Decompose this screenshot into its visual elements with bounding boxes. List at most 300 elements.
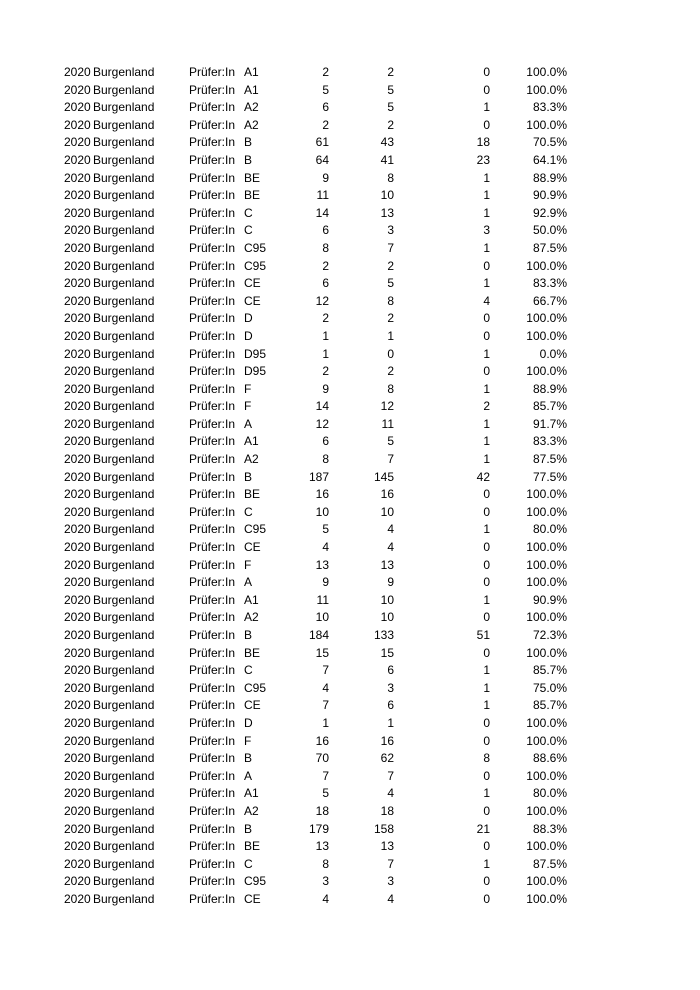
examiner-role-cell: Prüfer:In [189, 328, 236, 343]
examiner-role-cell: Prüfer:In [189, 82, 236, 97]
year-cell: 2020 [64, 82, 91, 97]
table-row [0, 697, 700, 715]
pass-rate-cell: 100.0% [526, 839, 567, 854]
table-row [0, 134, 700, 152]
region-cell: Burgenland [93, 381, 155, 396]
examiner-role-cell: Prüfer:In [189, 258, 236, 273]
region-cell: Burgenland [93, 276, 155, 291]
examiner-role-cell: Prüfer:In [189, 821, 236, 836]
total-count-cell: 11 [316, 592, 329, 607]
passed-count-cell: 2 [387, 65, 394, 79]
pass-rate-cell: 50.0% [532, 223, 567, 238]
total-count-cell: 70 [315, 751, 329, 766]
year-cell: 2020 [64, 117, 91, 132]
total-count-cell: 1 [322, 346, 329, 361]
failed-count-cell: 0 [483, 364, 490, 379]
total-count-cell: 1 [322, 328, 329, 343]
region-cell: Burgenland [93, 152, 155, 167]
passed-count-cell: 9 [387, 575, 394, 590]
license-class-cell: A2 [244, 803, 259, 818]
passed-count-cell: 13 [380, 839, 394, 854]
examiner-role-cell: Prüfer:In [189, 65, 236, 79]
region-cell: Burgenland [93, 434, 155, 449]
table-row [0, 398, 700, 416]
examiner-role-cell: Prüfer:In [189, 610, 236, 625]
total-count-cell: 18 [315, 803, 329, 818]
pass-rate-cell: 100.0% [526, 575, 567, 590]
year-cell: 2020 [64, 628, 91, 642]
license-class-cell: A1 [244, 434, 259, 449]
total-count-cell: 9 [322, 381, 329, 396]
total-count-cell: 8 [322, 240, 329, 255]
examiner-role-cell: Prüfer:In [189, 346, 236, 361]
passed-count-cell: 8 [387, 381, 394, 396]
failed-count-cell: 23 [476, 152, 490, 167]
license-class-cell: B [244, 821, 253, 836]
table-row [0, 662, 700, 680]
failed-count-cell: 1 [483, 205, 490, 220]
examiner-role-cell: Prüfer:In [189, 663, 236, 678]
year-cell: 2020 [64, 205, 91, 220]
examiner-role-cell: Prüfer:In [189, 152, 236, 167]
pass-rate-cell: 100.0% [526, 557, 567, 572]
passed-count-cell: 4 [387, 522, 394, 537]
passed-count-cell: 5 [387, 100, 394, 115]
license-class-cell: CE [244, 293, 261, 308]
passed-count-cell: 1 [387, 715, 394, 730]
failed-count-cell: 1 [483, 170, 490, 185]
region-cell: Burgenland [93, 821, 155, 836]
region-cell: Burgenland [93, 874, 155, 889]
failed-count-cell: 51 [476, 628, 490, 642]
region-cell: Burgenland [93, 328, 155, 343]
total-count-cell: 187 [308, 469, 329, 484]
failed-count-cell: 0 [483, 803, 490, 818]
region-cell: Burgenland [93, 240, 155, 255]
passed-count-cell: 6 [387, 663, 394, 678]
year-cell: 2020 [64, 821, 91, 836]
failed-count-cell: 21 [476, 821, 490, 836]
pass-rate-cell: 77.5% [532, 469, 567, 484]
pass-rate-cell: 0.0% [539, 346, 567, 361]
failed-count-cell: 42 [476, 469, 490, 484]
table-row [0, 627, 700, 645]
region-cell: Burgenland [93, 311, 155, 326]
passed-count-cell: 2 [387, 258, 394, 273]
license-class-cell: A1 [244, 592, 259, 607]
failed-count-cell: 1 [483, 698, 490, 713]
pass-rate-cell: 70.5% [532, 135, 567, 150]
examiner-role-cell: Prüfer:In [189, 311, 236, 326]
license-class-cell: BE [244, 645, 261, 660]
total-count-cell: 7 [322, 698, 329, 713]
year-cell: 2020 [64, 152, 91, 167]
total-count-cell: 4 [322, 680, 329, 695]
pass-rate-cell: 87.5% [532, 452, 567, 467]
license-class-cell: C95 [244, 240, 267, 255]
license-class-cell: A1 [244, 82, 259, 97]
table-row [0, 803, 700, 821]
passed-count-cell: 62 [380, 751, 394, 766]
total-count-cell: 6 [322, 100, 329, 115]
license-class-cell: D [244, 715, 253, 730]
table-row [0, 873, 700, 891]
failed-count-cell: 1 [483, 452, 490, 467]
license-class-cell: B [244, 152, 253, 167]
region-cell: Burgenland [93, 698, 155, 713]
passed-count-cell: 10 [380, 592, 394, 607]
failed-count-cell: 3 [483, 223, 490, 238]
failed-count-cell: 1 [483, 100, 490, 115]
pass-rate-cell: 88.3% [532, 821, 567, 836]
region-cell: Burgenland [93, 504, 155, 519]
pass-rate-cell: 100.0% [526, 258, 567, 273]
failed-count-cell: 0 [483, 504, 490, 519]
passed-count-cell: 145 [373, 469, 394, 484]
passed-count-cell: 10 [380, 610, 394, 625]
examiner-role-cell: Prüfer:In [189, 416, 236, 431]
passed-count-cell: 15 [380, 645, 394, 660]
failed-count-cell: 1 [483, 346, 490, 361]
year-cell: 2020 [64, 258, 91, 273]
license-class-cell: BE [244, 188, 261, 203]
total-count-cell: 2 [322, 364, 329, 379]
failed-count-cell: 0 [483, 557, 490, 572]
region-cell: Burgenland [93, 715, 155, 730]
region-cell: Burgenland [93, 258, 155, 273]
year-cell: 2020 [64, 416, 91, 431]
table-row [0, 486, 700, 504]
total-count-cell: 64 [315, 152, 329, 167]
year-cell: 2020 [64, 223, 91, 238]
pass-rate-cell: 88.9% [532, 170, 567, 185]
pass-rate-cell: 88.9% [532, 381, 567, 396]
year-cell: 2020 [64, 100, 91, 115]
license-class-cell: CE [244, 276, 261, 291]
data-table [0, 64, 700, 909]
table-row [0, 82, 700, 100]
license-class-cell: C95 [244, 258, 267, 273]
failed-count-cell: 0 [483, 733, 490, 748]
total-count-cell: 61 [315, 135, 329, 150]
region-cell: Burgenland [93, 628, 155, 642]
examiner-role-cell: Prüfer:In [189, 715, 236, 730]
region-cell: Burgenland [93, 469, 155, 484]
table-row [0, 381, 700, 399]
examiner-role-cell: Prüfer:In [189, 188, 236, 203]
total-count-cell: 6 [322, 434, 329, 449]
pass-rate-cell: 83.3% [532, 276, 567, 291]
license-class-cell: B [244, 135, 253, 150]
license-class-cell: F [244, 733, 252, 748]
table-row [0, 609, 700, 627]
examiner-role-cell: Prüfer:In [189, 803, 236, 818]
year-cell: 2020 [64, 469, 91, 484]
license-class-cell: A [244, 575, 253, 590]
license-class-cell: C [244, 205, 253, 220]
year-cell: 2020 [64, 364, 91, 379]
region-cell: Burgenland [93, 592, 155, 607]
table-row [0, 592, 700, 610]
license-class-cell: A1 [244, 65, 259, 79]
table-row [0, 891, 700, 909]
region-cell: Burgenland [93, 82, 155, 97]
examiner-role-cell: Prüfer:In [189, 170, 236, 185]
examiner-role-cell: Prüfer:In [189, 540, 236, 555]
region-cell: Burgenland [93, 557, 155, 572]
region-cell: Burgenland [93, 399, 155, 414]
year-cell: 2020 [64, 328, 91, 343]
table-row [0, 750, 700, 768]
year-cell: 2020 [64, 751, 91, 766]
license-class-cell: C [244, 504, 253, 519]
table-row [0, 328, 700, 346]
pass-rate-cell: 80.0% [532, 786, 567, 801]
year-cell: 2020 [64, 768, 91, 783]
region-cell: Burgenland [93, 803, 155, 818]
examiner-role-cell: Prüfer:In [189, 786, 236, 801]
region-cell: Burgenland [93, 65, 155, 79]
year-cell: 2020 [64, 504, 91, 519]
license-class-cell: A2 [244, 452, 259, 467]
examiner-role-cell: Prüfer:In [189, 522, 236, 537]
region-cell: Burgenland [93, 452, 155, 467]
examiner-role-cell: Prüfer:In [189, 223, 236, 238]
examiner-role-cell: Prüfer:In [189, 839, 236, 854]
failed-count-cell: 0 [483, 839, 490, 854]
table-row [0, 521, 700, 539]
failed-count-cell: 1 [483, 856, 490, 871]
total-count-cell: 3 [322, 874, 329, 889]
total-count-cell: 2 [322, 65, 329, 79]
total-count-cell: 16 [315, 733, 329, 748]
pass-rate-cell: 100.0% [526, 874, 567, 889]
total-count-cell: 5 [322, 522, 329, 537]
region-cell: Burgenland [93, 188, 155, 203]
pass-rate-cell: 92.9% [532, 205, 567, 220]
failed-count-cell: 1 [483, 381, 490, 396]
passed-count-cell: 8 [387, 170, 394, 185]
year-cell: 2020 [64, 346, 91, 361]
table-row [0, 187, 700, 205]
passed-count-cell: 7 [387, 240, 394, 255]
examiner-role-cell: Prüfer:In [189, 276, 236, 291]
pass-rate-cell: 100.0% [526, 487, 567, 502]
total-count-cell: 12 [315, 293, 329, 308]
passed-count-cell: 2 [387, 364, 394, 379]
passed-count-cell: 4 [387, 540, 394, 555]
failed-count-cell: 2 [483, 399, 490, 414]
table-row [0, 715, 700, 733]
table-row [0, 258, 700, 276]
examiner-role-cell: Prüfer:In [189, 856, 236, 871]
failed-count-cell: 0 [483, 311, 490, 326]
year-cell: 2020 [64, 240, 91, 255]
pass-rate-cell: 90.9% [532, 188, 567, 203]
license-class-cell: F [244, 557, 252, 572]
total-count-cell: 5 [322, 786, 329, 801]
year-cell: 2020 [64, 891, 91, 906]
year-cell: 2020 [64, 803, 91, 818]
license-class-cell: B [244, 469, 253, 484]
table-row [0, 856, 700, 874]
year-cell: 2020 [64, 575, 91, 590]
table-row [0, 64, 700, 82]
license-class-cell: BE [244, 170, 261, 185]
examiner-role-cell: Prüfer:In [189, 434, 236, 449]
license-class-cell: F [244, 399, 252, 414]
pass-rate-cell: 90.9% [532, 592, 567, 607]
license-class-cell: A2 [244, 100, 259, 115]
pass-rate-cell: 100.0% [526, 768, 567, 783]
table-row [0, 310, 700, 328]
pass-rate-cell: 100.0% [526, 504, 567, 519]
license-class-cell: C95 [244, 522, 267, 537]
passed-count-cell: 5 [387, 434, 394, 449]
failed-count-cell: 1 [483, 522, 490, 537]
pass-rate-cell: 80.0% [532, 522, 567, 537]
year-cell: 2020 [64, 786, 91, 801]
passed-count-cell: 13 [380, 205, 394, 220]
failed-count-cell: 0 [483, 891, 490, 906]
year-cell: 2020 [64, 65, 91, 79]
year-cell: 2020 [64, 839, 91, 854]
region-cell: Burgenland [93, 839, 155, 854]
pass-rate-cell: 100.0% [526, 65, 567, 79]
year-cell: 2020 [64, 680, 91, 695]
year-cell: 2020 [64, 522, 91, 537]
region-cell: Burgenland [93, 540, 155, 555]
year-cell: 2020 [64, 311, 91, 326]
pass-rate-cell: 85.7% [532, 399, 567, 414]
examiner-role-cell: Prüfer:In [189, 205, 236, 220]
failed-count-cell: 1 [483, 786, 490, 801]
table-row [0, 539, 700, 557]
license-class-cell: F [244, 381, 252, 396]
total-count-cell: 10 [315, 504, 329, 519]
passed-count-cell: 2 [387, 117, 394, 132]
year-cell: 2020 [64, 698, 91, 713]
examiner-role-cell: Prüfer:In [189, 487, 236, 502]
year-cell: 2020 [64, 170, 91, 185]
total-count-cell: 14 [315, 205, 329, 220]
pass-rate-cell: 100.0% [526, 645, 567, 660]
total-count-cell: 2 [322, 311, 329, 326]
failed-count-cell: 0 [483, 258, 490, 273]
region-cell: Burgenland [93, 117, 155, 132]
examiner-role-cell: Prüfer:In [189, 645, 236, 660]
pass-rate-cell: 100.0% [526, 540, 567, 555]
failed-count-cell: 1 [483, 663, 490, 678]
region-cell: Burgenland [93, 223, 155, 238]
pass-rate-cell: 91.7% [532, 416, 567, 431]
license-class-cell: D [244, 311, 253, 326]
year-cell: 2020 [64, 487, 91, 502]
failed-count-cell: 0 [483, 874, 490, 889]
region-cell: Burgenland [93, 733, 155, 748]
pass-rate-cell: 100.0% [526, 803, 567, 818]
passed-count-cell: 12 [380, 399, 394, 414]
total-count-cell: 7 [322, 663, 329, 678]
license-class-cell: C95 [244, 874, 267, 889]
examiner-role-cell: Prüfer:In [189, 364, 236, 379]
total-count-cell: 11 [316, 188, 329, 203]
table-row [0, 205, 700, 223]
total-count-cell: 4 [322, 891, 329, 906]
table-row [0, 170, 700, 188]
region-cell: Burgenland [93, 663, 155, 678]
passed-count-cell: 10 [380, 504, 394, 519]
pass-rate-cell: 100.0% [526, 733, 567, 748]
year-cell: 2020 [64, 188, 91, 203]
region-cell: Burgenland [93, 364, 155, 379]
passed-count-cell: 158 [373, 821, 394, 836]
failed-count-cell: 0 [483, 715, 490, 730]
examiner-role-cell: Prüfer:In [189, 557, 236, 572]
total-count-cell: 13 [315, 557, 329, 572]
total-count-cell: 15 [315, 645, 329, 660]
table-row [0, 821, 700, 839]
passed-count-cell: 41 [380, 152, 394, 167]
failed-count-cell: 1 [483, 240, 490, 255]
table-row [0, 363, 700, 381]
license-class-cell: B [244, 751, 253, 766]
total-count-cell: 5 [322, 82, 329, 97]
license-class-cell: A2 [244, 610, 259, 625]
region-cell: Burgenland [93, 416, 155, 431]
table-row [0, 346, 700, 364]
total-count-cell: 16 [315, 487, 329, 502]
passed-count-cell: 4 [387, 786, 394, 801]
pass-rate-cell: 100.0% [526, 610, 567, 625]
table-row [0, 838, 700, 856]
license-class-cell: A2 [244, 117, 259, 132]
pass-rate-cell: 100.0% [526, 364, 567, 379]
passed-count-cell: 10 [380, 188, 394, 203]
total-count-cell: 2 [322, 258, 329, 273]
passed-count-cell: 18 [380, 803, 394, 818]
year-cell: 2020 [64, 592, 91, 607]
examiner-role-cell: Prüfer:In [189, 452, 236, 467]
license-class-cell: C [244, 223, 253, 238]
license-class-cell: BE [244, 839, 261, 854]
passed-count-cell: 43 [380, 135, 394, 150]
year-cell: 2020 [64, 276, 91, 291]
pass-rate-cell: 85.7% [532, 663, 567, 678]
examiner-role-cell: Prüfer:In [189, 768, 236, 783]
pass-rate-cell: 100.0% [526, 82, 567, 97]
license-class-cell: D [244, 328, 253, 343]
total-count-cell: 10 [315, 610, 329, 625]
region-cell: Burgenland [93, 680, 155, 695]
year-cell: 2020 [64, 540, 91, 555]
passed-count-cell: 3 [387, 680, 394, 695]
examiner-role-cell: Prüfer:In [189, 240, 236, 255]
region-cell: Burgenland [93, 135, 155, 150]
table-row [0, 433, 700, 451]
examiner-role-cell: Prüfer:In [189, 381, 236, 396]
license-class-cell: C [244, 663, 253, 678]
pass-rate-cell: 66.7% [532, 293, 567, 308]
license-class-cell: CE [244, 698, 261, 713]
pass-rate-cell: 100.0% [526, 311, 567, 326]
table-row [0, 574, 700, 592]
table-row [0, 152, 700, 170]
license-class-cell: BE [244, 487, 261, 502]
examiner-role-cell: Prüfer:In [189, 592, 236, 607]
region-cell: Burgenland [93, 346, 155, 361]
examiner-role-cell: Prüfer:In [189, 891, 236, 906]
